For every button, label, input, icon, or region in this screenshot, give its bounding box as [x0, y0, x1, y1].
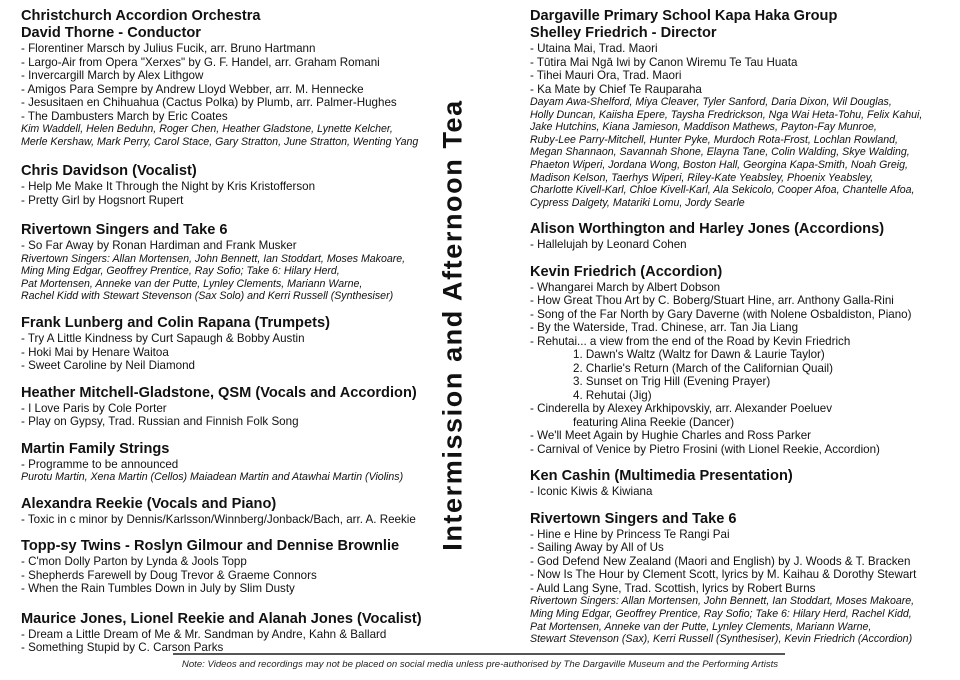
- performer-list: Rivertown Singers: Allan Mortensen, John Bennett, Ian Stoddart, Moses Makoare,: [530, 595, 915, 608]
- act-title: Maurice Jones, Lionel Reekie and Alanah Jones (Vocalist): [21, 610, 422, 627]
- programme-item: - Hallelujah by Leonard Cohen: [530, 238, 687, 252]
- act-kapa-haka-group: [530, 8, 955, 209]
- programme-item: - By the Waterside, Trad. Chinese, arr. Tan Jia Liang: [530, 321, 799, 335]
- performer-list: Charlotte Kivell-Karl, Chloe Kivell-Karl, Ala Sekicolo, Cooper Afoa, Chantelle Afoa,: [530, 184, 915, 197]
- performer-list: Kim Waddell, Helen Beduhn, Roger Chen, Heather Gladstone, Lynette Kelcher,: [21, 123, 393, 135]
- act-subtitle: Shelley Friedrich - Director: [530, 25, 717, 41]
- performer-list: Dayam Awa-Shelford, Miya Cleaver, Tyler Sanford, Daria Dixon, Wil Douglas,: [530, 96, 892, 108]
- programme-subitem: featuring Alina Reekie (Dancer): [573, 415, 735, 429]
- act-ken-cashin: [530, 468, 955, 499]
- performer-list: Ruby-Lee Parry-Mitchell, Hunter Pyke, Murdoch Rota-Frost, Lochlan Rowland,: [530, 133, 898, 146]
- programme-item: - Hoki Mai by Henare Waitoa: [21, 345, 169, 359]
- performer-list: Ming Ming Edgar, Geoffrey Prentice, Ray Sofio; Take 6: Hilary Herd, Rachel Kidd,: [530, 607, 912, 620]
- programme-item: - Florentiner Marsch by Julius Fucik, arr. Bruno Hartmann: [21, 42, 316, 55]
- performer-list: Cypress Dalgety, Matariki Lomu, Jordy Searle: [530, 196, 745, 209]
- programme-item: - Play on Gypsy, Trad. Russian and Finnish Folk Song: [21, 415, 299, 429]
- programme-item: - Help Me Make It Through the Night by Kris Kristofferson: [21, 180, 316, 194]
- act-title: Rivertown Singers and Take 6: [530, 510, 737, 527]
- programme-item: - Whangarei March by Albert Dobson: [530, 280, 721, 294]
- programme-item: - Largo-Air from Opera "Xerxes" by G. F. Handel, arr. Graham Romani: [21, 55, 380, 69]
- programme-item: - Hine e Hine by Princess Te Rangi Pai: [530, 527, 730, 541]
- programme-item: - Something Stupid by C. Carson Parks: [21, 641, 224, 655]
- programme-subitem: 3. Sunset on Trig Hill (Evening Prayer): [573, 375, 771, 389]
- programme-item: - Utaina Mai, Trad. Maori: [530, 42, 658, 55]
- act-christchurch-accordion-orchestra: [21, 8, 441, 148]
- performer-list: Madison Kelson, Taerhys Wiperi, Riley-Kate Yeabsley, Phoenix Yeabsley,: [530, 171, 874, 184]
- programme-item: - How Great Thou Art by C. Boberg/Stuart Hine, arr. Anthony Galla-Rini: [530, 294, 894, 308]
- act-martin-family-strings: [21, 441, 441, 484]
- act-title: Alexandra Reekie (Vocals and Piano): [21, 495, 277, 512]
- performer-list: Holly Duncan, Kaiisha Epere, Taysha Fredrickson, Nga Wai Heta-Tohu, Felix Kahui,: [530, 108, 923, 121]
- footer-note: Note: Videos and recordings may not be placed on social media unless pre-authorised by The Dargaville Museum and the Performing Artists: [181, 659, 779, 670]
- act-title: Rivertown Singers and Take 6: [21, 222, 228, 239]
- programme-left-column: [21, 8, 441, 664]
- programme-item: - Shepherds Farewell by Doug Trevor & Graeme Connors: [21, 568, 317, 582]
- performer-list: Megan Shannaon, Savannah Shone, Elayna Tane, Colin Walding, Skye Walding,: [530, 146, 910, 159]
- programme-item: - Song of the Far North by Gary Daverne (with Nolene Osbaldiston, Piano): [530, 307, 912, 321]
- act-title: Frank Lunberg and Colin Rapana (Trumpets): [21, 315, 330, 332]
- act-rivertown-singers-2: [530, 511, 955, 646]
- programme-item: - So Far Away by Ronan Hardiman and Frank Musker: [21, 239, 297, 253]
- performer-list: Purotu Martin, Xena Martin (Cellos) Maiadean Martin and Atawhai Martin (Violins): [21, 471, 404, 484]
- performer-list: Rachel Kidd with Stewart Stevenson (Sax Solo) and Kerri Russell (Synthesiser): [21, 290, 394, 303]
- performer-list: Stewart Stevenson (Sax), Kerri Russell (Synthesiser), Kevin Friedrich (Accordion): [530, 633, 913, 646]
- programme-subitem: 4. Rehutai (Jig): [573, 388, 652, 402]
- intermission-heading: Intermission and Afternoon Tea: [437, 99, 468, 551]
- programme-item: - The Dambusters March by Eric Coates: [21, 109, 228, 123]
- programme-subitem: 2. Charlie's Return (March of the Californian Quail): [573, 361, 833, 375]
- programme-item: - Cinderella by Alexey Arkhipovskiy, arr. Alexander Poeluev: [530, 402, 833, 416]
- performer-list: Jake Hutchins, Kiana Jamieson, Maddison Mathews, Payton-Fay Munroe,: [530, 121, 877, 134]
- programme-item: - Tūtira Mai Ngā Iwi by Canon Wiremu Te Tau Huata: [530, 55, 798, 69]
- act-title: Chris Davidson (Vocalist): [21, 163, 197, 180]
- performer-list: Phaeton Wiperi, Jordana Wong, Boston Hall, Georgina Kapa-Smith, Noah Greig,: [530, 158, 908, 171]
- act-rivertown-singers-1: [21, 222, 441, 303]
- programme-subitem: 1. Dawn's Waltz (Waltz for Dawn & Laurie Taylor): [573, 348, 825, 362]
- programme-item: - Invercargill March by Alex Lithgow: [21, 69, 204, 82]
- programme-item: - Pretty Girl by Hogsnort Rupert: [21, 193, 184, 207]
- act-title: Heather Mitchell-Gladstone, QSM (Vocals and Accordion): [21, 384, 417, 401]
- programme-item: - C'mon Dolly Parton by Lynda & Jools Topp: [21, 555, 247, 569]
- programme-item: - We'll Meet Again by Hughie Charles and Ross Parker: [530, 429, 812, 443]
- programme-item: - Jesusitaen en Chihuahua (Cactus Polka) by Plumb, arr. Palmer-Hughes: [21, 96, 397, 109]
- act-heather-mitchell-gladstone: [21, 385, 441, 429]
- act-title: Christchurch Accordion Orchestra: [21, 8, 261, 24]
- performer-list: Ming Ming Edgar, Geoffrey Prentice, Ray Sofio; Take 6: Hilary Herd,: [21, 265, 340, 278]
- act-subtitle: David Thorne - Conductor: [21, 25, 201, 41]
- programme-item: - Ka Mate by Chief Te Rauparaha: [530, 82, 702, 96]
- programme-item: - Sweet Caroline by Neil Diamond: [21, 359, 195, 373]
- act-kevin-friedrich: [530, 264, 955, 457]
- performer-list: Rivertown Singers: Allan Mortensen, John Bennett, Ian Stoddart, Moses Makoare,: [21, 252, 406, 265]
- programme-right-column: [530, 8, 955, 655]
- programme-item: - I Love Paris by Cole Porter: [21, 401, 167, 415]
- act-alexandra-reekie: [21, 496, 441, 527]
- programme-item: - Amigos Para Sempre by Andrew Lloyd Webber, arr. M. Hennecke: [21, 82, 364, 96]
- programme-item: - Programme to be announced: [21, 457, 179, 471]
- act-title: Martin Family Strings: [21, 440, 170, 457]
- performer-list: Merle Kershaw, Mark Perry, Carol Stace, Gary Stratton, June Stratton, Wenting Yang: [21, 135, 419, 148]
- programme-item: - Tihei Mauri Ora, Trad. Maori: [530, 69, 682, 82]
- act-chris-davidson: [21, 163, 441, 207]
- programme-item: - Iconic Kiwis & Kiwiana: [530, 485, 653, 499]
- programme-item: - Now Is The Hour by Clement Scott, lyrics by M. Kaihau & Dorothy Stewart: [530, 568, 917, 582]
- programme-item: - Auld Lang Syne, Trad. Scottish, lyrics by Robert Burns: [530, 581, 816, 595]
- act-title: Ken Cashin (Multimedia Presentation): [530, 468, 793, 485]
- act-title: Alison Worthington and Harley Jones (Accordions): [530, 221, 885, 238]
- performer-list: Pat Mortensen, Anneke van der Putte, Lynley Clements, Mariann Warne,: [21, 277, 363, 290]
- act-lunberg-rapana: [21, 315, 441, 373]
- programme-item: - Rehutai... a view from the end of the Road by Kevin Friedrich: [530, 334, 851, 348]
- act-title: Dargaville Primary School Kapa Haka Group: [530, 8, 838, 24]
- performer-list: Pat Mortensen, Anneke van der Putte, Lynley Clements, Mariann Warne,: [530, 620, 872, 633]
- programme-item: - When the Rain Tumbles Down in July by Slim Dusty: [21, 582, 295, 596]
- act-title: Topp-sy Twins - Roslyn Gilmour and Dennise Brownlie: [21, 538, 400, 555]
- act-title: Kevin Friedrich (Accordion): [530, 263, 723, 280]
- act-worthington-jones: [530, 221, 955, 252]
- programme-item: - Try A Little Kindness by Curt Sapaugh & Bobby Austin: [21, 332, 305, 346]
- footer-divider: [173, 653, 785, 655]
- programme-item: - Toxic in c minor by Dennis/Karlsson/Winnberg/Jonback/Bach, arr. A. Reekie: [21, 512, 416, 526]
- act-maurice-jones: [21, 611, 441, 655]
- programme-item: - God Defend New Zealand (Maori and English) by J. Woods & T. Bracken: [530, 554, 911, 568]
- programme-item: - Dream a Little Dream of Me & Mr. Sandman by Andre, Kahn & Ballard: [21, 627, 387, 641]
- programme-item: - Sailing Away by All of Us: [530, 541, 664, 555]
- programme-item: - Carnival of Venice by Pietro Frosini (with Lionel Reekie, Accordion): [530, 442, 880, 456]
- act-topp-sy-twins: [21, 538, 441, 596]
